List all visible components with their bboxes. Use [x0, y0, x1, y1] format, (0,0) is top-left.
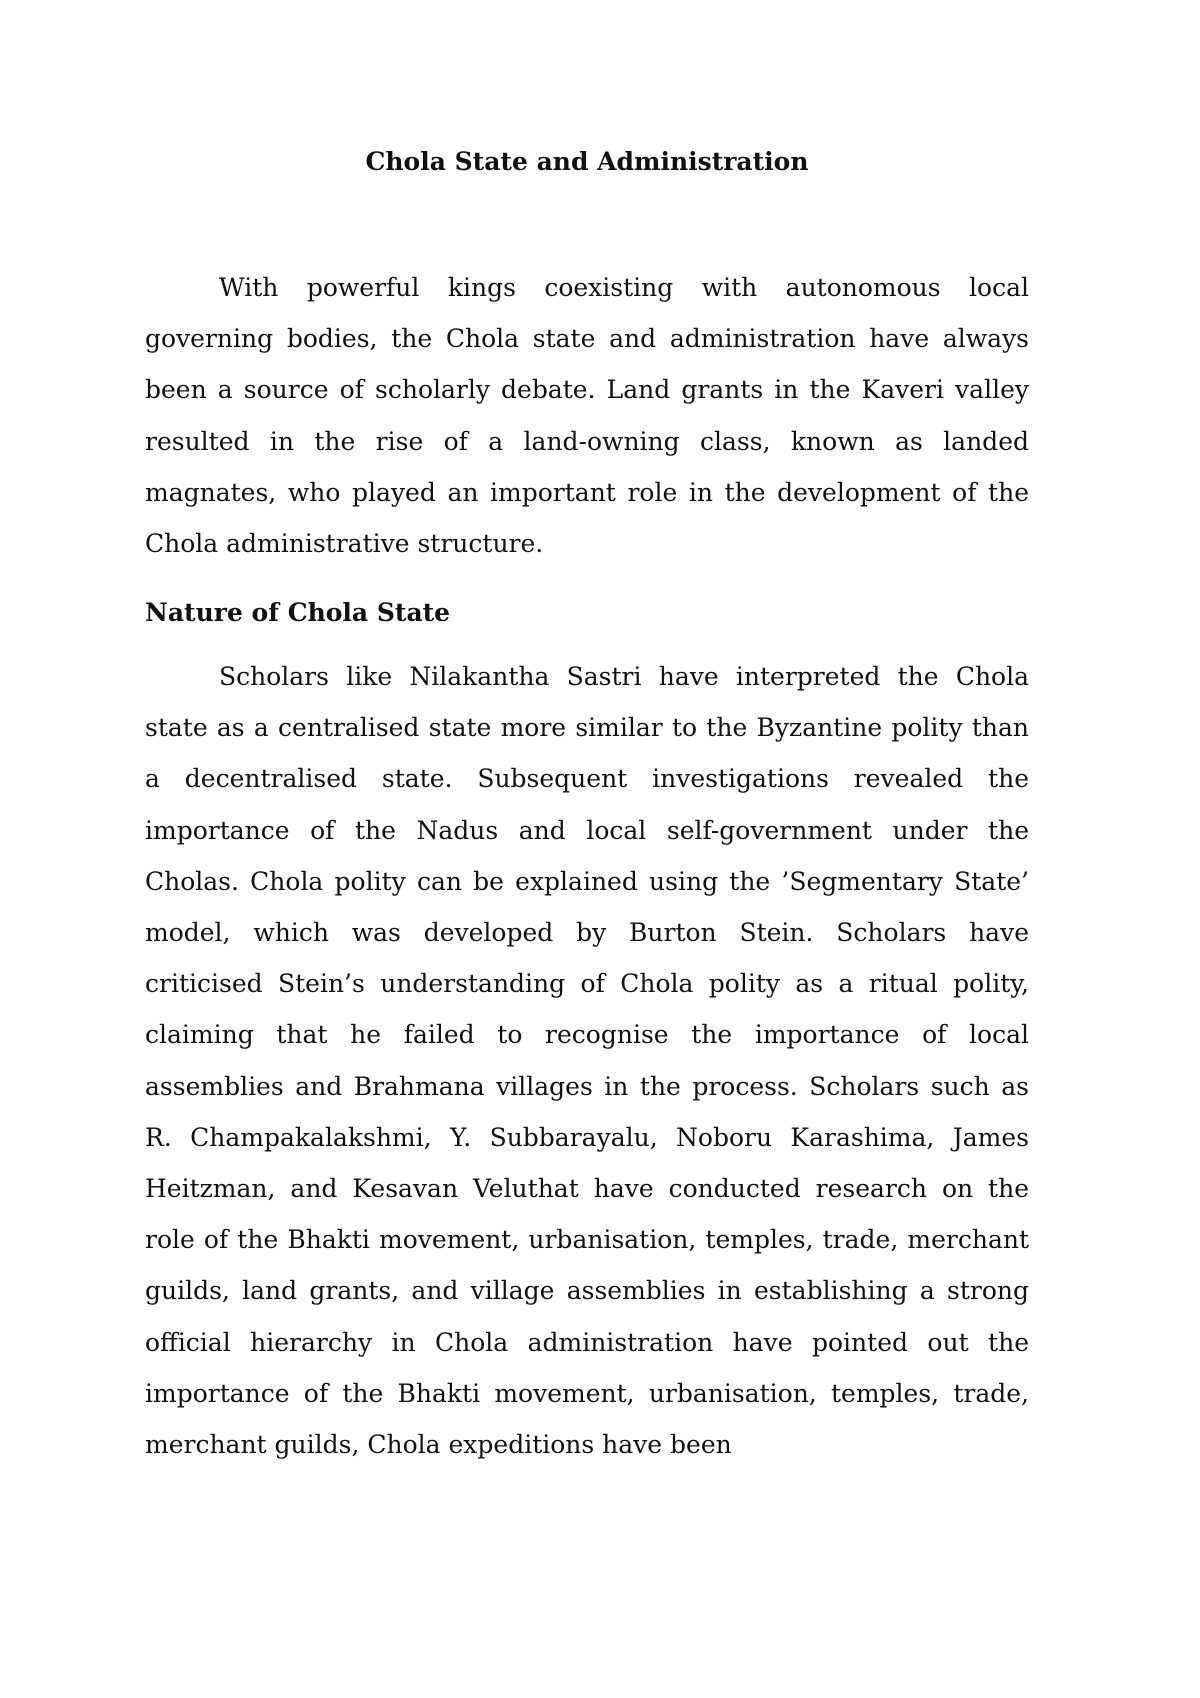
section-heading: Nature of Chola State — [145, 598, 451, 627]
document-title: Chola State and Administration — [365, 147, 809, 176]
section-paragraph: Scholars like Nilakantha Sastri have interpreted the Chola state as a centralised state more similar to the Byzantine polity than a decentralised state. Subsequent investigations revealed the importance of the Nadus and local self-government under the Cholas. Chola polity can be explained using the ’Segmentary State’ model, which was developed by Burton Stein. Scholars have criticised Stein’s understanding of Chola polity as a ritual polity, claiming that he failed to recognise the importance of local assemblies and Brahmana villages in the process. Scholars such as R. Champakalakshmi, Y. Subbarayalu, Noboru Karashima, James Heitzman, and Kesavan Veluthat have conducted research on the role of the Bhakti movement, urbanisation, temples, trade, merchant guilds, land grants, and village assemblies in establishing a strong official hierarchy in Chola administration have pointed out the importance of the Bhakti movement, urbanisation, temples, trade, merchant guilds, Chola expeditions have been — [145, 662, 1029, 1460]
intro-paragraph: With powerful kings coexisting with autonomous local governing bodies, the Chola state and administration have always been a source of scholarly debate. Land grants in the Kaveri valley resulted in the rise of a land-owning class, known as landed magnates, who played an important role in the development of the Chola administrative structure. — [145, 273, 1029, 559]
